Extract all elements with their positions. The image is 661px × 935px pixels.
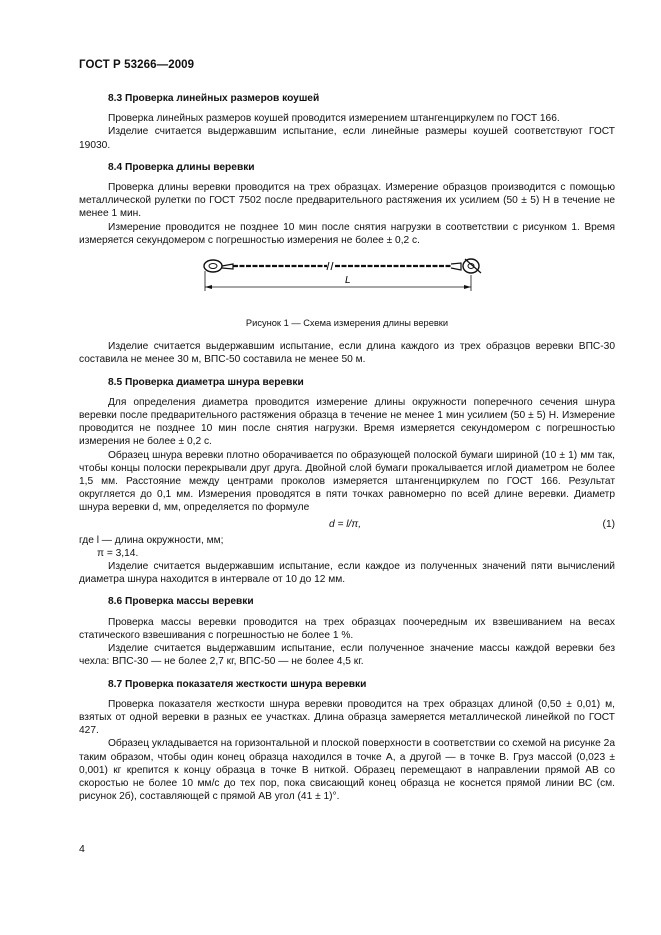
section-8-6-paragraph-2: Изделие считается выдержавшим испытание, если полученное значение массы каждой веревки без чехла: ВПС-30 — не более 2,7 кг, ВПС-50 — не более 4,5 кг. [79,643,615,668]
section-8-6-title: 8.6 Проверка массы веревки [108,596,254,608]
page-number: 4 [79,843,85,855]
section-8-7-paragraph-1: Проверка показателя жесткости шнура веревки проводится на трех образцах длиной (0,50 ± 0,01) м, взятых от одной веревки в разных ее участках. Длина образца замеряется металлической линейкой по ГОСТ 427. [79,698,615,737]
section-8-4-title: 8.4 Проверка длины веревки [108,161,255,173]
section-8-4-paragraph-3: Изделие считается выдержавшим испытание, если длина каждого из трех образцов веревки ВПС-30 составила не менее 30 м, ВПС-50 составила не менее 50 м. [79,341,615,366]
section-8-6-paragraph-1: Проверка массы веревки проводится на трех образцах поочередным их взвешиванием на весах статического взвешивания с погрешностью не более 1 %. [79,616,615,641]
dimension-label: L [345,275,351,287]
section-8-5-title: 8.5 Проверка диаметра шнура веревки [108,376,304,388]
right-carabiner-shape [463,259,479,273]
left-carabiner-shape [204,260,222,272]
section-8-5-paragraph-2: Образец шнура веревки плотно оборачивается по образующей полоской бумаги шириной (10 ± 1) мм так, чтобы концы полоски перекрывали друг друга. Двойной слой бумаги прокалывается иглой диаметром не более 1,5 мм. Расстояние между центрами проколов измеряется штангенциркулем по ГОСТ 166. Результат округляется до 0,1 мм. Измерения проводятся в пяти точках равномерно по всей длине веревки. Диаметр шнура веревки d, мм, определяется по формуле [79,449,615,514]
section-8-5-paragraph-3: Изделие считается выдержавшим испытание, если каждое из полученных значений пяти вычислений диаметра шнура находится в интервале от 10 до 12 мм. [79,561,615,586]
section-8-7-title: 8.7 Проверка показателя жесткости шнура веревки [108,678,367,690]
rope-diagram [199,253,499,313]
standard-header: ГОСТ Р 53266—2009 [79,59,195,71]
document-body [79,92,615,803]
formula-where-1: где l — длина окружности, мм; [79,534,224,546]
figure-1-caption: Рисунок 1 — Схема измерения длины веревки [245,318,449,329]
formula-where-2: π = 3,14. [97,547,139,559]
section-8-4-paragraph-2: Измерение проводится не позднее 10 мин после снятия нагрузки в соответствии с рисунком 1. Время измеряется секундомером с погрешностью измерения не более ± 0,2 с. [79,221,615,246]
section-8-3-title: 8.3 Проверка линейных размеров коушей [108,93,320,104]
figure-1-rope-schematic [79,253,615,315]
section-8-5-paragraph-1: Для определения диаметра проводится измерение длины окружности поперечного сечения шнура веревки после предварительного растяжения образца в течение не менее 1 мин усилием (50 ± 5) Н. Измерение проводится не позднее 10 мин после снятия нагрузки. Время измеряется секундомером с погрешностью измерения не более ± 0,2 с. [79,396,615,448]
section-8-3-paragraph-1: Проверка линейных размеров коушей проводится измерением штангенциркулем по ГОСТ 166. [108,113,560,125]
formula-number: (1) [602,518,615,530]
section-8-4-paragraph-1: Проверка длины веревки проводится на трех образцах. Измерение образцов производится с помощью металлической рулетки по ГОСТ 7502 после предварительного растяжения их усилием (50 ± 5) Н в течение не менее 1 мин. [79,182,615,220]
section-8-7-paragraph-2: Образец укладывается на горизонтальной и плоской поверхности в соответствии со схемой на рисунке 2а таким образом, чтобы один конец образца находился в точке А, а другой — в точке В. Груз массой (0,023 ± 0,001) кг крепится к концу образца в точке В ниткой. Образец перемещают в направлении прямой АВ со скоростью не более 10 мм/с до тех пор, пока свисающий конец образца не коснется прямой линии ВС (см. рисунок 2б), составляющей с прямой АВ угол (41 ± 1)°. [79,738,615,803]
formula-expression: d = l/π, [329,518,362,530]
section-8-3-paragraph-2: Изделие считается выдержавшим испытание, если линейные размеры коушей соответствуют ГОСТ 19030. [79,126,615,151]
formula-1 [79,518,615,532]
